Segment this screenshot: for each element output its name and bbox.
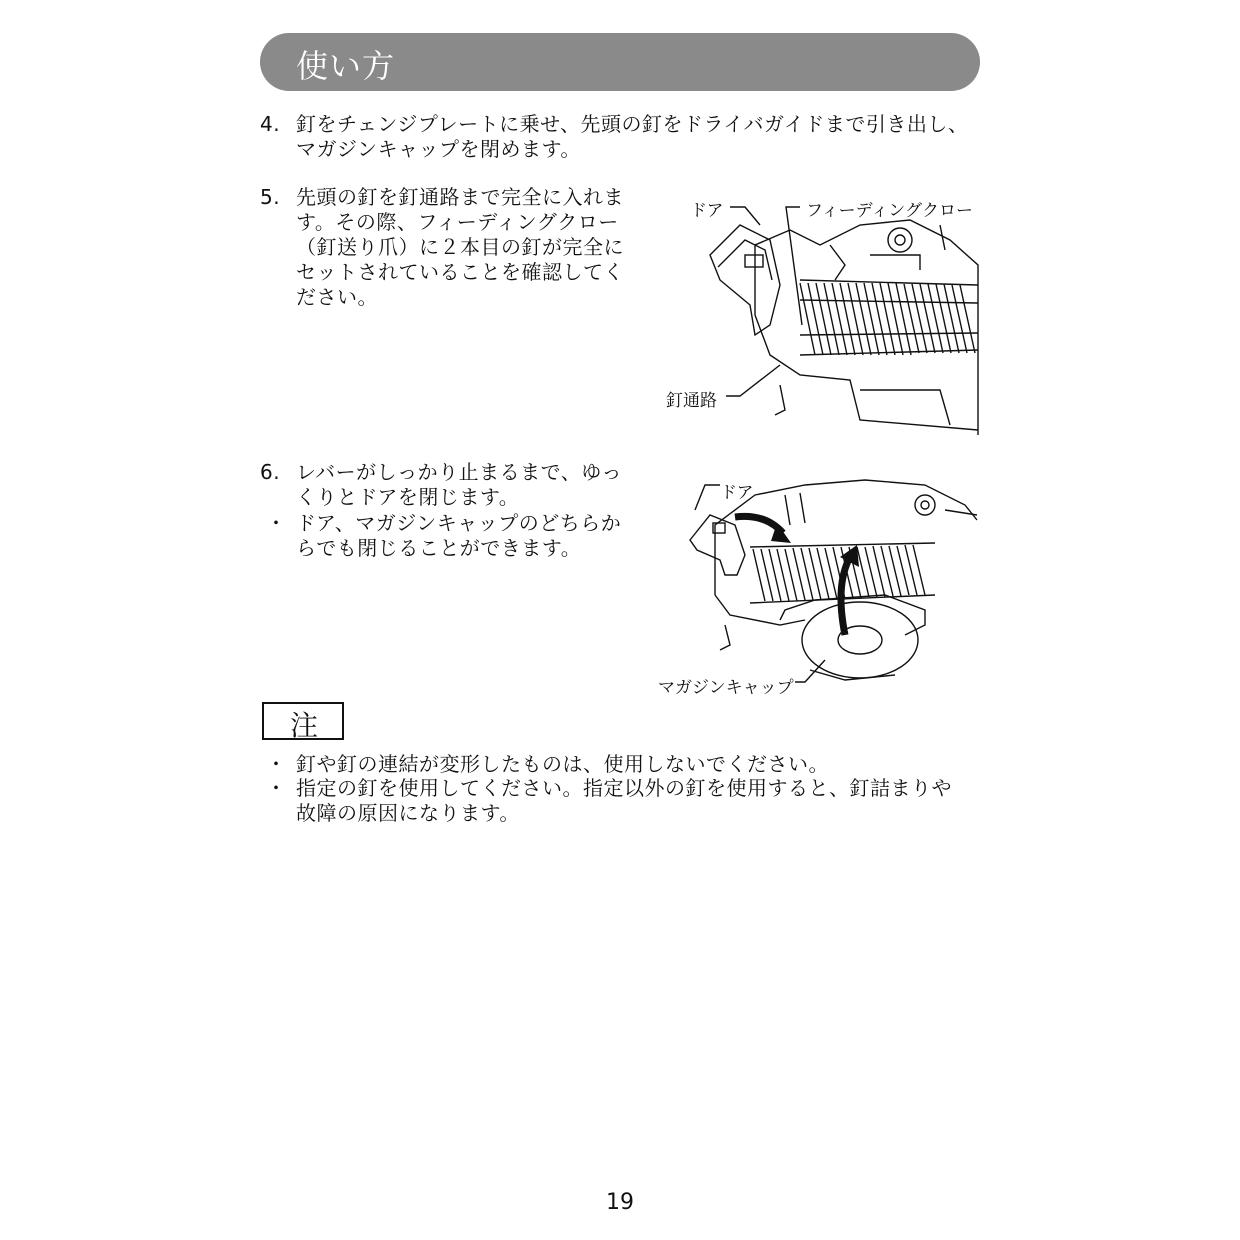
figure1-label-nail-passage: 釘通路 [666,391,717,411]
note-item-text: 指定の釘を使用してください。指定以外の釘を使用すると、釘詰まりや 故障の原因になります。 [296,776,952,825]
section-header [260,33,980,91]
step-4 [260,112,990,164]
bullet-dot: ・ [266,511,287,535]
section-title: 使い方 [296,47,396,85]
figure2-label-magazine-cap: マガジンキャップ [658,678,794,698]
step-4-text: 釘をチェンジプレートに乗せ、先頭の釘をドライバガイドまで引き出し、 マガジンキャップを閉めます。 [296,112,969,161]
step-5-number: 5. [260,185,281,209]
figure1-label-feeding-claw: フィーディングクロー [806,201,973,221]
step-6-number: 6. [260,460,281,484]
step-4-number: 4. [260,112,281,136]
bullet-dot: ・ [266,776,287,800]
note-heading: 注 [290,709,319,742]
note-item [266,776,996,828]
figure2-label-door: ドア [720,483,754,503]
note-heading-box [262,702,344,740]
step-6-bullet-text: ドア、マガジンキャップのどちらか らでも閉じることができます。 [296,511,622,560]
step-6-bullet [266,511,656,563]
step-5 [260,185,650,315]
note-item [266,752,996,778]
page-number: 19 [606,1190,634,1215]
bullet-dot: ・ [266,752,287,776]
step-5-text: 先頭の釘を釘通路まで完全に入れま す。その際、フィーディングクロー （釘送り爪）に２本目の釘が完全に セットされていることを確認してく ださい。 [296,185,624,309]
step-6 [260,460,650,512]
step-6-text: レバーがしっかり止まるまで、ゆっ くりとドアを閉じます。 [296,460,622,509]
figure-close-door [685,475,980,685]
figure1-label-door: ドア [690,201,724,221]
note-item-text: 釘や釘の連結が変形したものは、使用しないでください。 [296,752,829,776]
